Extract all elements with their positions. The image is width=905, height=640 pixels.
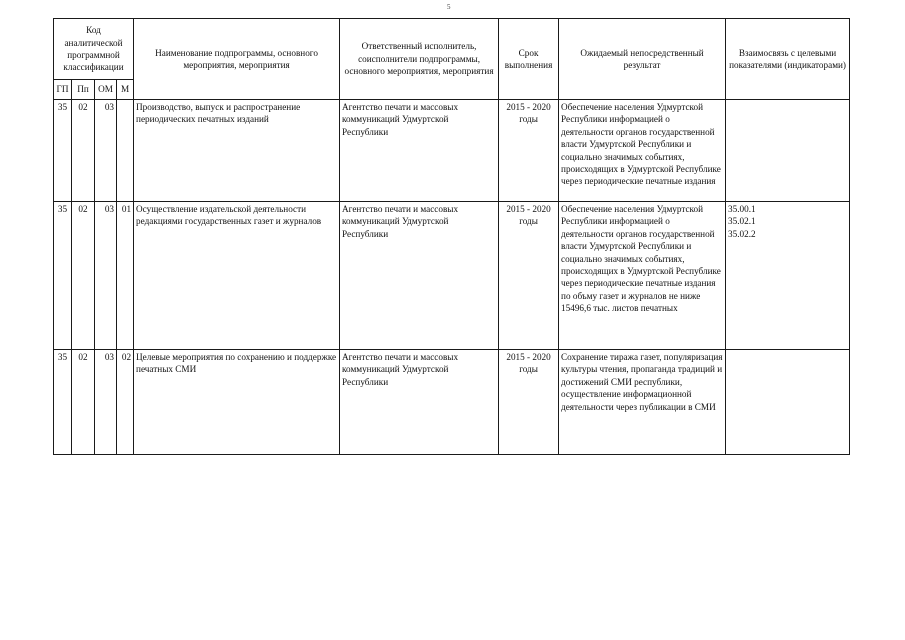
cell-gp: 35 bbox=[54, 350, 72, 455]
indicator-code: 35.02.2 bbox=[728, 228, 756, 239]
program-table bbox=[53, 18, 850, 455]
cell-result: Сохранение тиража газет, популяризация культуры чтения, пропаганда традиций и достижений СМИ республики, осуществление информационной деятельности через публикации в СМИ bbox=[559, 350, 726, 455]
cell-result: Обеспечение населения Удмуртской Республики информацией о деятельности органов государственной власти Удмуртской Республики и социально значимых событиях, происходящих в Удмуртской Республике через периодические печатные издания по объму газет и журналов не ниже 15496,6 тыс. листов печатных bbox=[559, 202, 726, 350]
cell-term: 2015 - 2020 годы bbox=[499, 100, 559, 202]
cell-term: 2015 - 2020 годы bbox=[499, 202, 559, 350]
cell-executor: Агентство печати и массовых коммуникаций Удмуртской Республики bbox=[340, 202, 499, 350]
header-gp: ГП bbox=[54, 80, 72, 100]
cell-m bbox=[117, 100, 134, 202]
cell-result: Обеспечение населения Удмуртской Республики информацией о деятельности органов государственной власти Удмуртской Республики и социально значимых событиях, происходящих в Удмуртской Республике через периодические печатные издания bbox=[559, 100, 726, 202]
header-code-group: Код аналитической программной классификации bbox=[54, 19, 134, 80]
header-om: ОМ bbox=[95, 80, 117, 100]
header-result: Ожидаемый непосредственный результат bbox=[559, 19, 726, 100]
cell-pp: 02 bbox=[72, 100, 95, 202]
table-row bbox=[54, 202, 850, 350]
cell-executor: Агентство печати и массовых коммуникаций Удмуртской Республики bbox=[340, 350, 499, 455]
cell-gp: 35 bbox=[54, 202, 72, 350]
table-row bbox=[54, 350, 850, 455]
cell-term: 2015 - 2020 годы bbox=[499, 350, 559, 455]
cell-gp: 35 bbox=[54, 100, 72, 202]
indicator-code: 35.00.1 bbox=[728, 204, 756, 214]
header-m: М bbox=[117, 80, 134, 100]
indicator-code: 35.02.1 bbox=[728, 216, 756, 227]
header-pp: Пп bbox=[72, 80, 95, 100]
cell-om: 03 bbox=[95, 350, 117, 455]
cell-name: Целевые мероприятия по сохранению и поддержке печатных СМИ bbox=[134, 350, 340, 455]
cell-executor: Агентство печати и массовых коммуникаций Удмуртской Республики bbox=[340, 100, 499, 202]
table-row bbox=[54, 100, 850, 202]
cell-pp: 02 bbox=[72, 350, 95, 455]
cell-m: 01 bbox=[117, 202, 134, 350]
cell-om: 03 bbox=[95, 202, 117, 350]
cell-pp: 02 bbox=[72, 202, 95, 350]
cell-name: Осуществление издательской деятельности редакциями государственных газет и журналов bbox=[134, 202, 340, 350]
cell-indicators bbox=[726, 350, 850, 455]
header-name: Наименование подпрограммы, основного мероприятия, мероприятия bbox=[134, 19, 340, 100]
cell-name: Производство, выпуск и распространение периодических печатных изданий bbox=[134, 100, 340, 202]
header-executor: Ответственный исполнитель, соисполнители подпрограммы, основного мероприятия, мероприятия bbox=[340, 19, 499, 100]
header-indicators: Взаимосвязь с целевыми показателями (индикаторами) bbox=[726, 19, 850, 100]
header-row-1 bbox=[54, 19, 850, 80]
header-term: Срок выполнения bbox=[499, 19, 559, 100]
page-number: 5 bbox=[447, 3, 451, 11]
cell-indicators bbox=[726, 202, 850, 350]
cell-indicators bbox=[726, 100, 850, 202]
cell-m: 02 bbox=[117, 350, 134, 455]
cell-om: 03 bbox=[95, 100, 117, 202]
